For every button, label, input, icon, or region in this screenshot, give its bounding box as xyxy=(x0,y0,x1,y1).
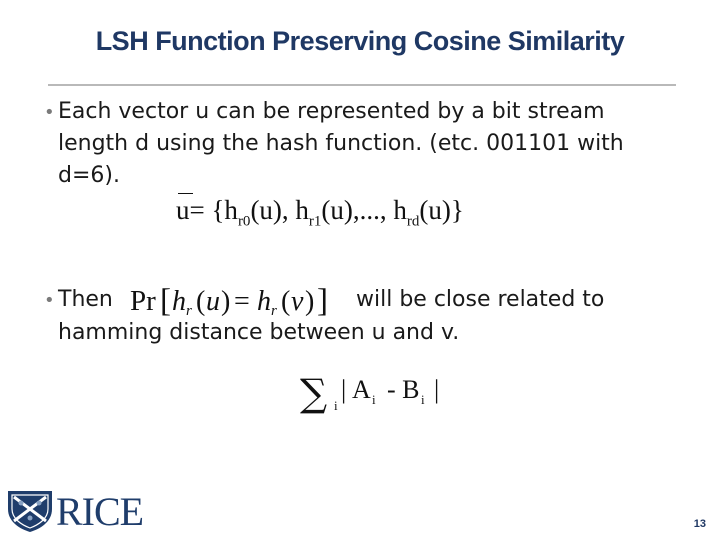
bullet-dot: • xyxy=(44,102,55,123)
formula-bit-stream xyxy=(176,195,464,230)
svg-text:r: r xyxy=(186,303,192,319)
bullet-2-line-2: hamming distance between u and v. xyxy=(58,320,460,345)
svg-text:h: h xyxy=(257,286,271,317)
svg-text:): ) xyxy=(305,286,315,317)
svg-text:- B: - B xyxy=(387,375,420,404)
formula-bit-stream-eq: = {h xyxy=(189,195,238,225)
bullet-1-line-3: d=6). xyxy=(58,163,120,188)
svg-text:=: = xyxy=(234,286,250,317)
svg-text:[: [ xyxy=(160,283,171,319)
title-divider xyxy=(48,84,676,86)
formula-sub-r1: r1 xyxy=(308,213,322,230)
rice-shield-icon xyxy=(4,487,56,533)
svg-text:h: h xyxy=(172,286,186,317)
svg-text:i: i xyxy=(421,392,425,407)
svg-text:Pr: Pr xyxy=(130,285,156,317)
formula-probability-glyphs xyxy=(130,280,355,320)
svg-text:]: ] xyxy=(317,283,328,319)
svg-text:): ) xyxy=(221,286,231,317)
bullet-2-tail: will be close related to xyxy=(356,287,605,312)
formula-part-2: (u)} xyxy=(419,195,464,225)
svg-text:(: ( xyxy=(196,286,206,317)
formula-sub-rd: rd xyxy=(406,213,420,230)
svg-text:u: u xyxy=(206,286,220,317)
svg-text:∑: ∑ xyxy=(300,371,328,415)
formula-part-0: (u), h xyxy=(250,195,309,225)
formula-probability xyxy=(130,280,355,325)
bullet-1-line-1: Each vector u can be represented by a bit stream xyxy=(58,99,605,124)
svg-text:|: | xyxy=(434,375,440,404)
formula-sub-r0: r0 xyxy=(237,213,251,230)
svg-text:i: i xyxy=(372,392,376,407)
rice-logo-text: RICE xyxy=(56,489,144,534)
svg-text:v: v xyxy=(291,286,304,317)
page-number: 13 xyxy=(693,518,706,530)
svg-text:r: r xyxy=(271,303,277,319)
bullet-2-then: Then xyxy=(58,287,113,312)
svg-text:(: ( xyxy=(281,286,291,317)
svg-text:|: | xyxy=(341,375,347,404)
formula-hamming-sum xyxy=(300,366,460,421)
formula-hamming-glyphs xyxy=(300,366,460,416)
svg-text:A: A xyxy=(352,375,371,404)
formula-part-1: (u),..., h xyxy=(321,195,407,225)
formula-bit-stream-lhs: u xyxy=(176,195,190,225)
slide-title: LSH Function Preserving Cosine Similarity xyxy=(95,26,625,56)
svg-text:i: i xyxy=(334,398,338,413)
bullet-1-line-2: length d using the hash function. (etc. 001101 with xyxy=(58,131,624,156)
bullet-dot: • xyxy=(44,290,55,311)
